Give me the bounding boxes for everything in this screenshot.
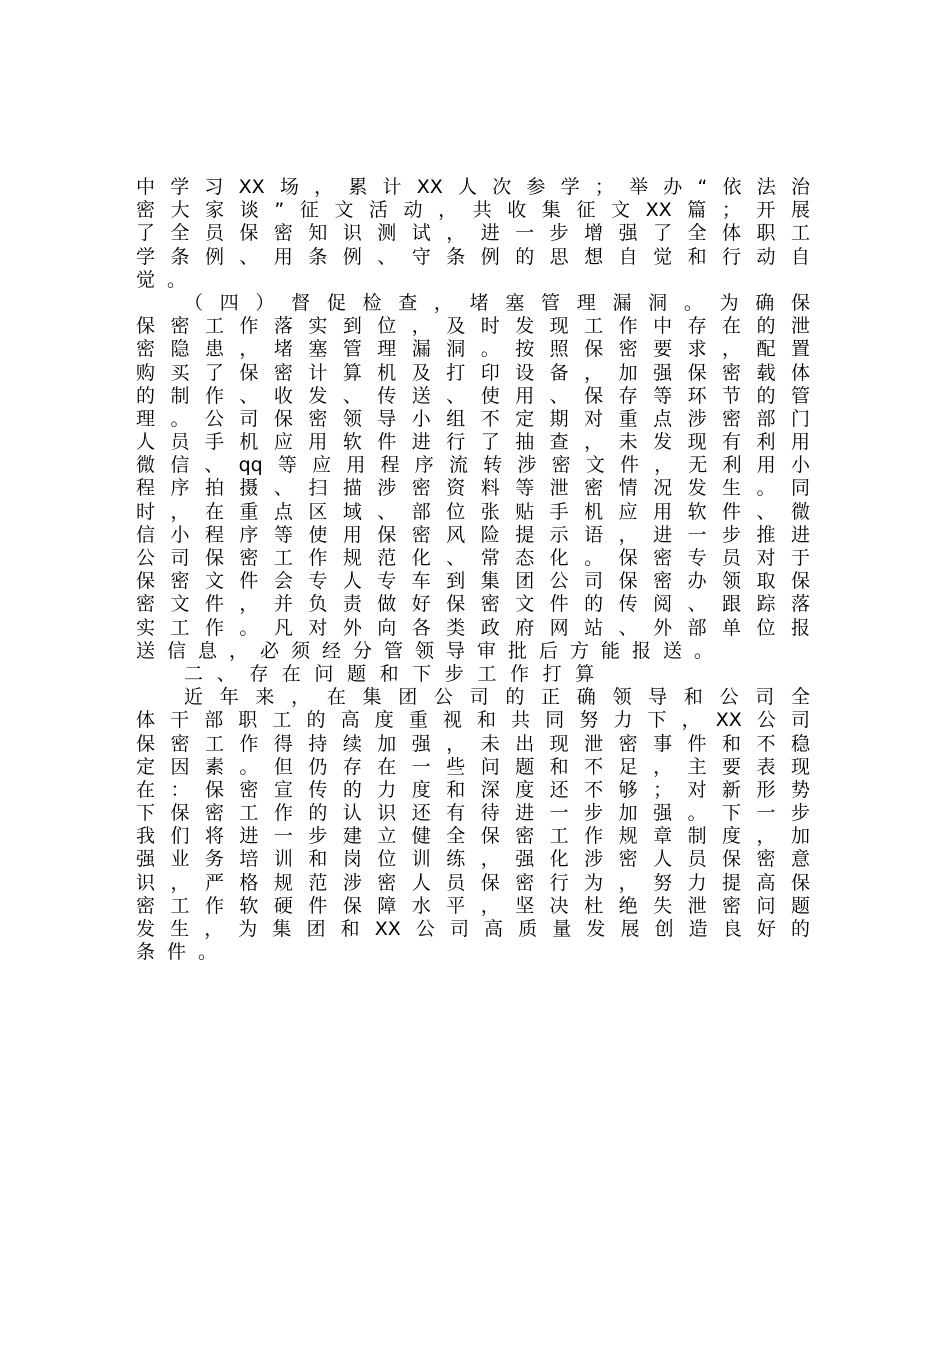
text-line: 微信、qq等应用程序流转涉密文件，无利用小 [136,454,810,477]
text-line: 在：保密宣传的力度和深度还不够；对新形势 [136,778,810,801]
text-line: 密工作软硬件保障水平，坚决杜绝失泄密问题 [136,894,810,917]
text-line: 密大家谈”征文活动，共收集征文XX篇；开展 [136,199,810,222]
text-line: 密文件，并负责做好保密文件的传阅、跟踪落 [136,593,810,616]
text-line: 体干部职工的高度重视和共同努力下，XX公司 [136,709,810,732]
text-line: 学条例、用条例、守条例的思想自觉和行动自 [136,245,810,268]
text-line: 实工作。凡对外向各类政府网站、外部单位报 [136,616,810,639]
text-line: 理。公司保密领导小组不定期对重点涉密部门 [136,407,810,430]
section-heading-4: （四）督促检查，堵塞管理漏洞。为确保 [184,291,810,314]
text-line: 密隐患，堵塞管理漏洞。按照保密要求，配置 [136,338,810,361]
text-line: 保密工作落实到位，及时发现工作中存在的泄 [136,315,810,338]
text-line: 时，在重点区域、部位张贴手机应用软件、微 [136,500,810,523]
text-line: 中学习XX场，累计XX人次参学；举办“依法治 [136,176,810,198]
text-line: 发生，为集团和XX公司高质量发展创造良好的 [136,918,810,940]
text-line: 觉。 [136,268,199,291]
text-line: 近年来，在集团公司的正确领导和公司全 [184,686,810,709]
section-heading-2: 二、存在问题和下步工作打算 [184,662,608,685]
text-line: 识，严格规范涉密人员保密行为，努力提高保 [136,871,810,894]
text-line: 保密工作得持续加强，未出现泄密事件和不稳 [136,732,810,755]
text-line: 购买了保密计算机及打印设备，加强保密载体 [136,361,810,384]
text-line: 公司保密工作规范化、常态化。保密专员对于 [136,547,810,569]
text-line: 我们将进一步建立健全保密工作规章制度，加 [136,825,810,848]
body-text [136,176,810,964]
text-line: 程序拍摄、扫描涉密资料等泄密情况发生。同 [136,477,810,500]
text-line: 条件。 [136,941,230,964]
text-line: 定因素。但仍存在一些问题和不足，主要表现 [136,755,810,778]
text-line: 了全员保密知识测试，进一步增强了全体职工 [136,222,810,245]
text-line: 信小程序等使用保密风险提示语，进一步推进 [136,523,810,546]
text-line: 下保密工作的认识还有待进一步加强。下一步 [136,802,810,825]
text-line: 的制作、收发、传送、使用、保存等环节的管 [136,384,810,407]
text-line: 人员手机应用软件进行了抽查，未发现有利用 [136,431,810,454]
text-line: 送信息，必须经分管领导审批后方能报送。 [136,639,726,662]
text-line: 强业务培训和岗位训练，强化涉密人员保密意 [136,848,810,871]
text-line: 保密文件会专人专车到集团公司保密办领取保 [136,570,810,593]
